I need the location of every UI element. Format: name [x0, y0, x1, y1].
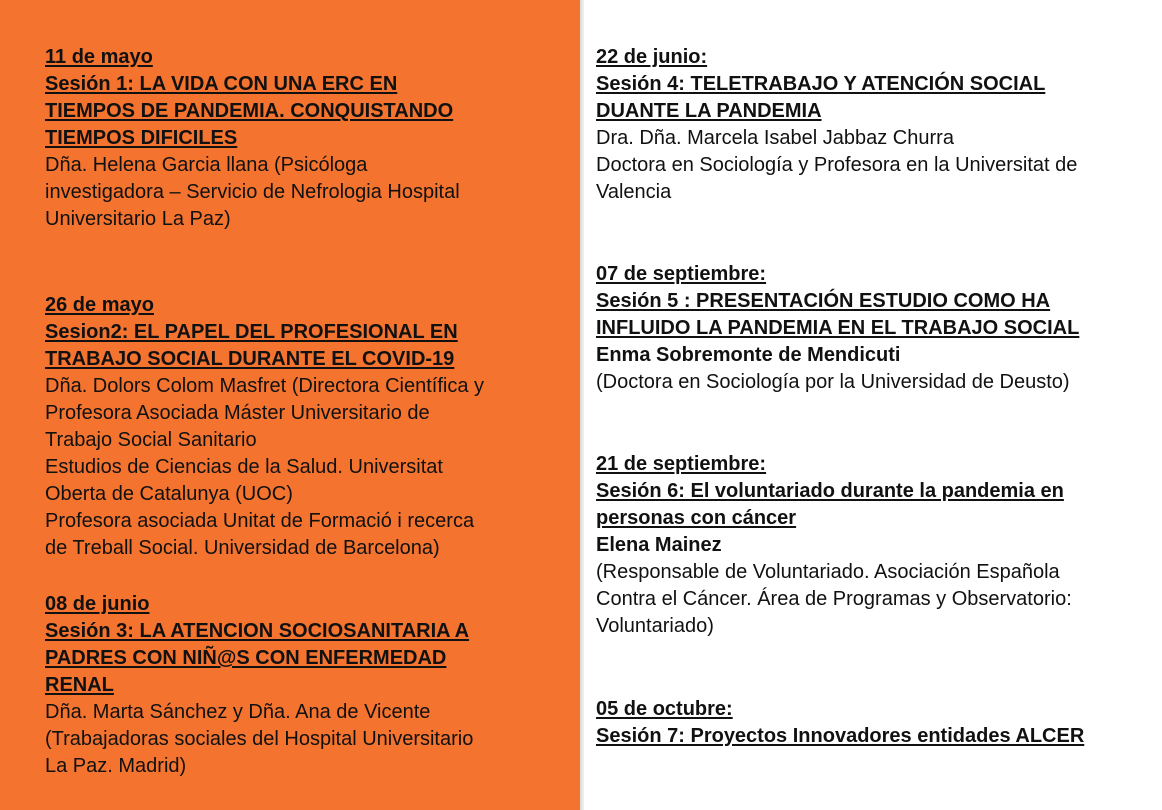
session-title-line: Sesión 3: LA ATENCION SOCIOSANITARIA A — [45, 620, 470, 642]
session-detail-line: Dra. Dña. Marcela Isabel Jabbaz Churra — [596, 127, 954, 149]
session-detail-line: Profesora Asociada Máster Universitario de — [45, 402, 430, 424]
session-detail-line: Voluntariado) — [596, 615, 714, 637]
session-detail-line: Contra el Cáncer. Área de Programas y Observatorio: — [596, 588, 1072, 610]
session-title-line: TRABAJO SOCIAL DURANTE EL COVID-19 — [45, 348, 455, 370]
session-date: 05 de octubre: — [596, 698, 733, 720]
session-title-line: TIEMPOS DE PANDEMIA. CONQUISTANDO — [45, 100, 454, 122]
session-3 — [45, 591, 555, 780]
session-7 — [596, 696, 1156, 750]
session-5 — [596, 261, 1156, 396]
session-detail-line: Profesora asociada Unitat de Formació i recerca — [45, 510, 475, 532]
session-detail-line: (Responsable de Voluntariado. Asociación Española — [596, 561, 1060, 583]
session-title-line: TIEMPOS DIFICILES — [45, 127, 238, 149]
session-title-line: Sesión 6: El voluntariado durante la pandemia en — [596, 480, 1064, 502]
session-title-line: DUANTE LA PANDEMIA — [596, 100, 822, 122]
session-title-line: Sesion2: EL PAPEL DEL PROFESIONAL EN — [45, 321, 458, 343]
speaker-name: Elena Mainez — [596, 534, 722, 556]
session-title-line: Sesión 5 : PRESENTACIÓN ESTUDIO COMO HA — [596, 290, 1051, 312]
session-detail-line: Universitario La Paz) — [45, 208, 231, 230]
session-title-line: INFLUIDO LA PANDEMIA EN EL TRABAJO SOCIAL — [596, 317, 1080, 339]
session-1 — [45, 44, 555, 233]
session-detail-line: Dña. Dolors Colom Masfret (Directora Científica y — [45, 375, 485, 397]
session-date: 26 de mayo — [45, 294, 154, 316]
session-title-line: personas con cáncer — [596, 507, 797, 529]
session-detail-line: Doctora en Sociología y Profesora en la Universitat de — [596, 154, 1078, 176]
session-title-line: Sesión 4: TELETRABAJO Y ATENCIÓN SOCIAL — [596, 73, 1046, 95]
right-panel — [584, 0, 1162, 810]
session-detail-line: de Treball Social. Universidad de Barcelona) — [45, 537, 440, 559]
session-date: 21 de septiembre: — [596, 453, 767, 475]
session-detail-line: (Doctora en Sociología por la Universidad de Deusto) — [596, 371, 1070, 393]
session-detail-line: Valencia — [596, 181, 672, 203]
session-detail-line: Dña. Marta Sánchez y Dña. Ana de Vicente — [45, 701, 431, 723]
session-title-line: PADRES CON NIÑ@S CON ENFERMEDAD — [45, 647, 447, 669]
session-detail-line: investigadora – Servicio de Nefrologia Hospital — [45, 181, 460, 203]
session-date: 08 de junio — [45, 593, 150, 615]
left-panel — [0, 0, 580, 810]
session-detail-line: (Trabajadoras sociales del Hospital Universitario — [45, 728, 474, 750]
speaker-name: Enma Sobremonte de Mendicuti — [596, 344, 901, 366]
session-6 — [596, 451, 1156, 640]
session-title-line: Sesión 1: LA VIDA CON UNA ERC EN — [45, 73, 398, 95]
session-detail-line: La Paz. Madrid) — [45, 755, 187, 777]
session-2 — [45, 292, 555, 562]
session-detail-line: Estudios de Ciencias de la Salud. Universitat — [45, 456, 443, 478]
session-detail-line: Dña. Helena Garcia llana (Psicóloga — [45, 154, 368, 176]
session-detail-line: Trabajo Social Sanitario — [45, 429, 257, 451]
session-title-line: RENAL — [45, 674, 114, 696]
session-detail-line: Oberta de Catalunya (UOC) — [45, 483, 293, 505]
session-date: 22 de junio: — [596, 46, 708, 68]
session-title-line: Sesión 7: Proyectos Innovadores entidades ALCER — [596, 725, 1085, 747]
session-4 — [596, 44, 1156, 206]
session-date: 07 de septiembre: — [596, 263, 767, 285]
session-date: 11 de mayo — [45, 46, 153, 68]
